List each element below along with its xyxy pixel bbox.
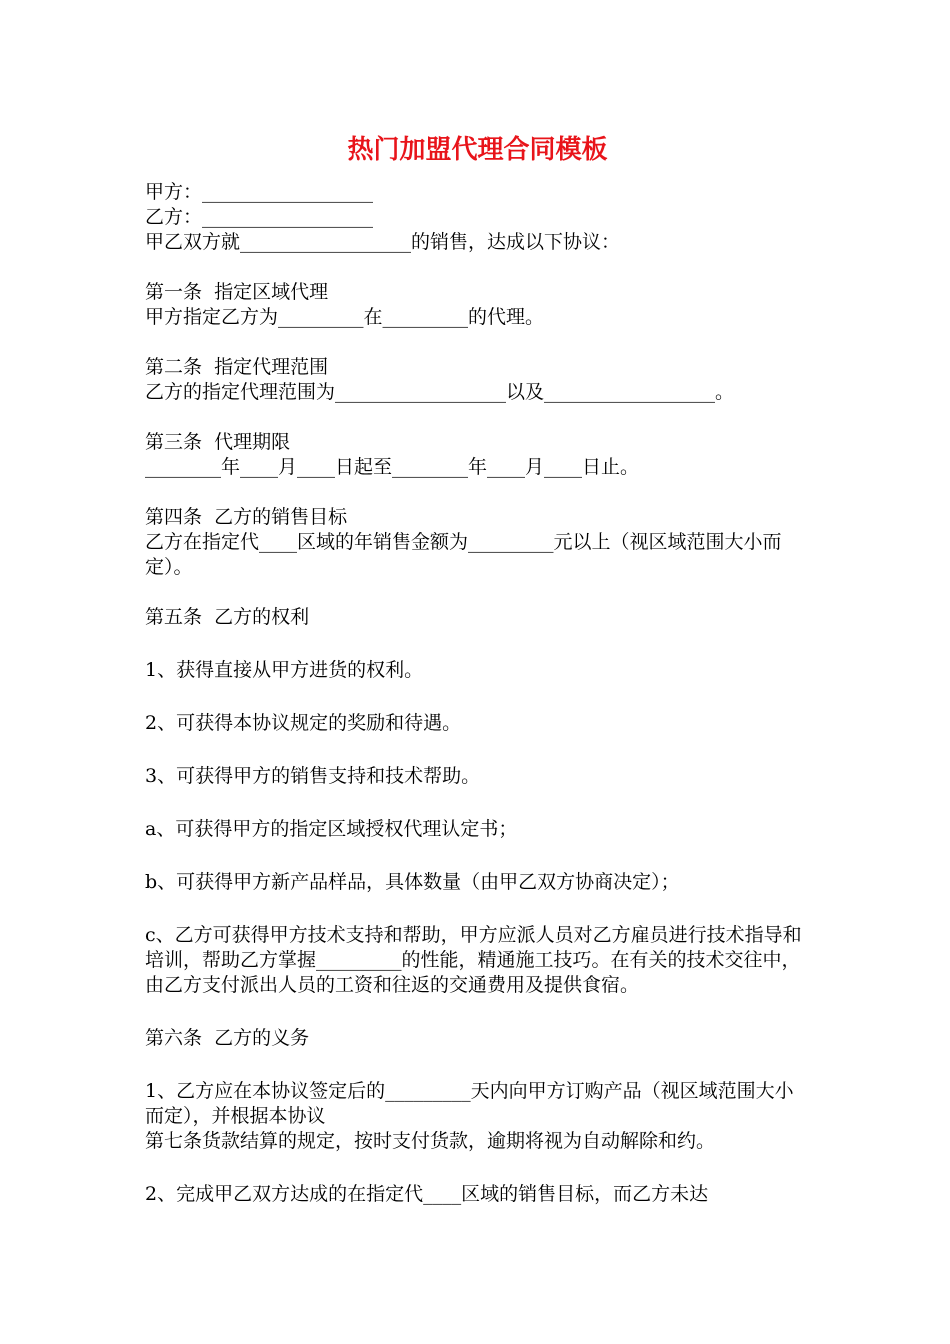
- article-6-heading: 第六条 乙方的义务: [145, 1027, 310, 1049]
- article-3-text: ________年____月____日起至________年____月____日止。: [145, 456, 640, 478]
- spacer: [145, 1051, 810, 1079]
- article-5-item-a: a、可获得甲方的指定区域授权代理认定书；: [145, 818, 518, 840]
- article-6-item-1: 1、乙方应在本协议签定后的_________天内向甲方订购产品（视区域范围大小而定），并根据本协议: [145, 1080, 794, 1127]
- intro-line: 甲乙双方就__________________的销售，达成以下协议：: [145, 231, 621, 253]
- article-4-heading: 第四条 乙方的销售目标: [145, 506, 348, 528]
- spacer: [145, 895, 810, 923]
- spacer: [145, 405, 810, 430]
- spacer: [145, 1154, 810, 1182]
- document-title: 热门加盟代理合同模板: [347, 135, 608, 165]
- party-a-line: 甲方：__________________: [145, 181, 374, 203]
- party-b-line: 乙方：__________________: [145, 206, 374, 228]
- article-5-heading: 第五条 乙方的权利: [145, 606, 310, 628]
- article-4-text: 乙方在指定代____区域的年销售金额为_________元以上（视区域范围大小而定）。: [145, 531, 782, 578]
- spacer: [145, 683, 810, 711]
- article-2-text: 乙方的指定代理范围为__________________以及__________________。: [145, 381, 735, 403]
- article-5-item-1: 1、获得直接从甲方进货的权利。: [145, 659, 424, 681]
- spacer: [145, 480, 810, 505]
- article-1-text: 甲方指定乙方为_________在_________的代理。: [145, 306, 545, 328]
- spacer: [145, 998, 810, 1026]
- article-5-item-c: c、乙方可获得甲方技术支持和帮助，甲方应派人员对乙方雇员进行技术指导和培训，帮助乙方掌握_________的性能，精通施工技巧。在有关的技术交往中，由乙方支付派出人员的工资和往返的交通费用及提供食宿。: [145, 924, 802, 996]
- spacer: [145, 255, 810, 280]
- spacer: [145, 330, 810, 355]
- article-3-heading: 第三条 代理期限: [145, 431, 291, 453]
- spacer: [145, 630, 810, 658]
- spacer: [145, 580, 810, 605]
- spacer: [145, 789, 810, 817]
- contract-page: [145, 130, 810, 1207]
- article-6-item-1-continued: 第七条货款结算的规定，按时支付货款，逾期将视为自动解除和约。: [145, 1130, 716, 1152]
- article-1-heading: 第一条 指定区域代理: [145, 281, 329, 303]
- spacer: [145, 736, 810, 764]
- article-2-heading: 第二条 指定代理范围: [145, 356, 329, 378]
- article-5-item-b: b、可获得甲方新产品样品，具体数量（由甲乙双方协商决定）；: [145, 871, 680, 893]
- spacer: [145, 842, 810, 870]
- article-5-item-2: 2、可获得本协议规定的奖励和待遇。: [145, 712, 462, 734]
- article-6-item-2: 2、完成甲乙双方达成的在指定代____区域的销售目标，而乙方未达: [145, 1183, 709, 1205]
- article-5-item-3: 3、可获得甲方的销售支持和技术帮助。: [145, 765, 481, 787]
